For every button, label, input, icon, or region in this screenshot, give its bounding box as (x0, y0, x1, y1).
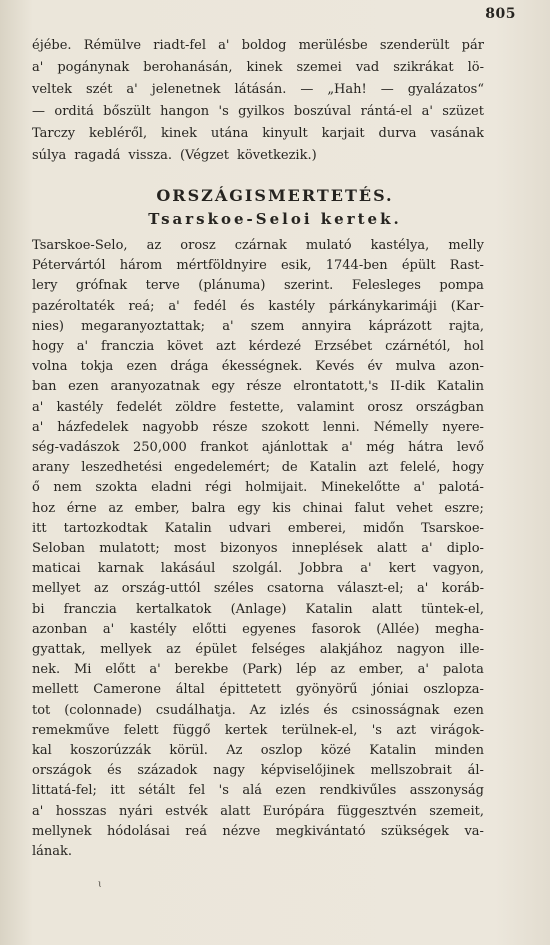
text-line: ség-vadászok 250,000 frankot ajánlottak a' még hátra levő (32, 440, 484, 455)
text-line: lának. (32, 844, 73, 859)
section-title: ORSZÁGISMERTETÉS. (156, 186, 394, 205)
text-line: hoz érne az ember, balra egy kis chinai falut vehet eszre; (32, 500, 484, 516)
text-line: tot (colonnade) csudálhatja. Az izlés és csinosságnak ezen (32, 702, 484, 718)
text-line: arany leszedhetési engedelemért; de Katalin azt felelé, hogy (32, 460, 484, 476)
text-line: — orditá bőszült hangon 's gyilkos boszúval rántá-el a' szüzet (32, 104, 484, 119)
text-line: nies) megaranyoztattak; a' szem annyira káprázott rajta, (32, 318, 484, 334)
text-line: Tarczy kebléről, kinek utána kinyult karjait durva vasának (32, 126, 484, 141)
text-line: ő nem szokta eladni régi holmijait. Minekelőtte a' palotá- (32, 480, 484, 496)
text-line: a' hosszas nyári estvék alatt Európára függesztvén szemeit, (32, 803, 484, 819)
text-line: maticai karnak lakásául szolgál. Jobbra a' kert vagyon, (32, 561, 484, 577)
text-line: Pétervártól három mértföldnyire esik, 1744-ben épült Rast- (32, 258, 484, 274)
text-line: kal koszorúzzák körül. Az oszlop közé Katalin minden (32, 743, 484, 758)
stray-mark: ɩ (98, 879, 102, 890)
page-number: 805 (485, 6, 516, 22)
text-line: mellett Camerone által épittetett gyönyörű jóniai oszlopza- (32, 682, 484, 698)
text-line: mellyet az ország-uttól széles csatorna választ-el; a' koráb- (32, 581, 484, 597)
text-line: a' házfedelek nagyobb része szokott lenni. Némelly nyere- (32, 419, 484, 435)
text-line: a' pogánynak berohanásán, kinek szemei vad szikrákat lö- (32, 60, 484, 75)
text-line: nek. Mi előtt a' berekbe (Park) lép az ember, a' palota (32, 662, 484, 678)
text-line: éjébe. Rémülve riadt-fel a' boldog merülésbe szenderült pár (32, 38, 484, 53)
text-line: veltek szét a' jelenetnek látásán. — „Hah! — gyalázatos“ (32, 82, 484, 97)
text-line: súlya ragadá vissza. (Végzet következik.) (32, 148, 317, 163)
text-line: itt tartozkodtak Katalin udvari emberei, midőn Tsarskoe- (32, 520, 484, 536)
text-line: ban ezen aranyozatnak egy része elrontatott,'s II-dik Katalin (32, 379, 484, 395)
text-line: mellynek hódolásai reá nézve megkivántató szükségek va- (32, 823, 484, 839)
text-line: a' kastély fedelét zöldre festette, valamint orosz országban (32, 399, 484, 415)
text-line: Seloban mulatott; most bizonyos inneplések alatt a' diplo- (32, 541, 484, 556)
text-line: volna tokja ezen drága ékességnek. Kevés év mulva azon- (32, 359, 484, 375)
text-line: gyattak, mellyek az épület felséges alakjához nagyon ille- (32, 642, 484, 657)
text-line: pazéroltaték reá; a' fedél és kastély párkánykarimáji (Kar- (32, 298, 484, 314)
section-subtitle: Tsarskoe-Seloi kertek. (148, 210, 402, 228)
text-line: remekműve felett függő kertek terülnek-el, 's azt virágok- (32, 722, 484, 738)
text-line: azonban a' kastély előtti egyenes fasorok (Allée) megha- (32, 621, 484, 637)
text-line: lery grófnak terve (plánuma) szerint. Felesleges pompa (32, 278, 484, 294)
text-line: Tsarskoe-Selo, az orosz czárnak mulató kastélya, melly (32, 238, 484, 253)
text-line: bi franczia kertalkatok (Anlage) Katalin alatt tüntek-el, (32, 601, 484, 617)
text-line: littatá-fel; itt sétált fel 's alá ezen rendkivűles asszonyság (32, 783, 484, 799)
text-line: hogy a' franczia követ azt kérdezé Erzsébet czárnétól, hol (32, 339, 484, 354)
text-line: országok és századok nagy képviselőjinek mellszobrait ál- (32, 763, 484, 779)
